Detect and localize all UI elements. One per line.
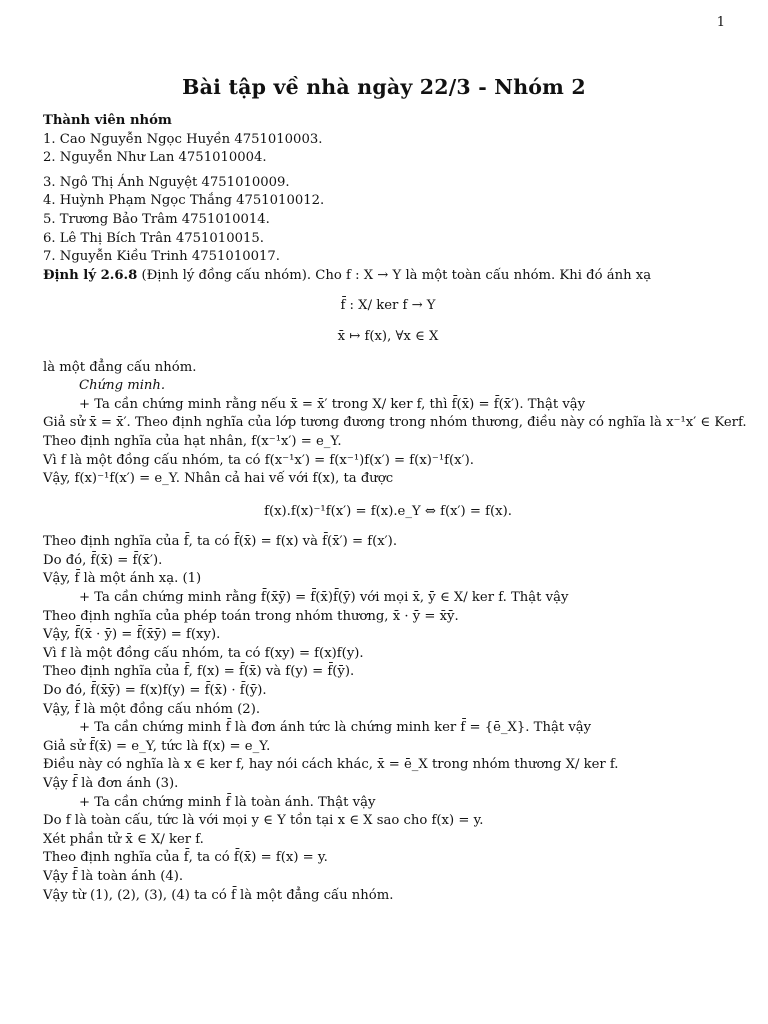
proof-line: Do đó, f̄(x̄) = f̄(x̄′). [43,552,163,568]
proof-line: + Ta cần chứng minh f̄ là đơn ánh tức là chứng minh ker f̄ = {ē_X}. Thật vậy [79,720,592,736]
proof-line: Giả sử x̄ = x̄′. Theo định nghĩa của lớp tương đương trong nhóm thương, điều này có nghĩa là x⁻¹x′ ∈ Kerf. [43,415,747,431]
theorem-conclusion: là một đẳng cấu nhóm. [43,359,197,375]
member-item: 3. Ngô Thị Ánh Nguyệt 4751010009. [43,174,290,190]
proof-line: Vậy từ (1), (2), (3), (4) ta có f̄ là một đẳng cấu nhóm. [43,887,394,903]
member-item: 6. Lê Thị Bích Trân 4751010015. [43,230,264,246]
member-item: 4. Huỳnh Phạm Ngọc Thắng 4751010012. [43,193,325,209]
member-item: 1. Cao Nguyễn Ngọc Huyền 4751010003. [43,131,323,147]
proof-line: + Ta cần chứng minh rằng f̄(x̄ȳ) = f̄(x̄)f̄(ȳ) với mọi x̄, ȳ ∈ X/ ker f. Thật vậy [79,590,569,606]
proof-line: Theo định nghĩa của phép toán trong nhóm thương, x̄ · ȳ = x̄ȳ. [43,608,459,624]
theorem-text: Cho f : X → Y là một toàn cấu nhóm. Khi đó ánh xạ [315,267,652,283]
proof-line: Theo định nghĩa của hạt nhân, f(x⁻¹x′) = e_Y. [43,433,342,449]
proof-line: Vì f là một đồng cấu nhóm, ta có f(x⁻¹x′) = f(x⁻¹)f(x′) = f(x)⁻¹f(x′). [43,452,474,468]
proof-line: Do đó, f̄(x̄ȳ) = f(x)f(y) = f̄(x̄) · f̄(ȳ). [43,683,267,699]
proof-line: Vậy f̄ là toàn ánh (4). [43,868,184,884]
proof-line: Theo định nghĩa của f̄, ta có f̄(x̄) = f(x) và f̄(x̄′) = f(x′). [43,534,398,550]
proof-line: Do f là toàn cấu, tức là với mọi y ∈ Y tồn tại x ∈ X sao cho f(x) = y. [43,813,484,829]
theorem-name: (Định lý đồng cấu nhóm). [141,267,312,283]
proof-display-equation: f(x).f(x)⁻¹f(x′) = f(x).e_Y ⇔ f(x′) = f(x). [264,503,512,519]
theorem-statement [43,267,733,286]
proof-line: Điều này có nghĩa là x ∈ ker f, hay nói cách khác, x̄ = ē_X trong nhóm thương X/ ker f. [43,757,619,773]
theorem-label: Định lý 2.6.8 [43,267,138,283]
document-title: Bài tập về nhà ngày 22/3 - Nhóm 2 [182,75,586,99]
document-body [43,112,747,905]
member-item: 5. Trương Bảo Trâm 4751010014. [43,211,270,227]
proof-line: Vậy f̄ là đơn ánh (3). [43,776,179,791]
proof-line: Theo định nghĩa của f̄, f(x) = f̄(x̄) và f(y) = f̄(ȳ). [43,664,355,680]
proof-line: Vậy, f̄(x̄ · ȳ) = f̄(x̄ȳ) = f(xy). [43,627,221,643]
theorem-formula-2: x̄ ↦ f(x), ∀x ∈ X [337,328,439,344]
proof-line: Theo định nghĩa của f̄, ta có f̄(x̄) = f(x) = y. [43,850,328,866]
proof-line: Xét phần tử x̄ ∈ X/ ker f. [43,831,204,847]
member-item: 7. Nguyễn Kiều Trinh 4751010017. [43,249,280,265]
proof-line: Vì f là một đồng cấu nhóm, ta có f(xy) = f(x)f(y). [43,645,364,661]
member-item: 2. Nguyễn Như Lan 4751010004. [43,150,267,166]
proof-line: + Ta cần chứng minh f̄ là toàn ánh. Thật vậy [79,794,376,810]
members-heading: Thành viên nhóm [43,113,172,128]
theorem-formula-1: f̄ : X/ ker f → Y [340,298,436,314]
proof-line: Vậy, f̄ là một đồng cấu nhóm (2). [43,701,261,717]
proof-line: Vậy, f(x)⁻¹f(x′) = e_Y. Nhân cả hai vế với f(x), ta được [43,471,394,487]
proof-line: Vậy, f̄ là một ánh xạ. (1) [43,571,202,587]
proof-line: Giả sử f̄(x̄) = e_Y, tức là f(x) = e_Y. [43,738,271,754]
proof-line: + Ta cần chứng minh rằng nếu x̄ = x̄′ trong X/ ker f, thì f̄(x̄) = f̄(x̄′). Thật vậy [79,396,586,412]
proof-heading: Chứng minh. [79,378,166,394]
page-number: 1 [716,15,725,30]
